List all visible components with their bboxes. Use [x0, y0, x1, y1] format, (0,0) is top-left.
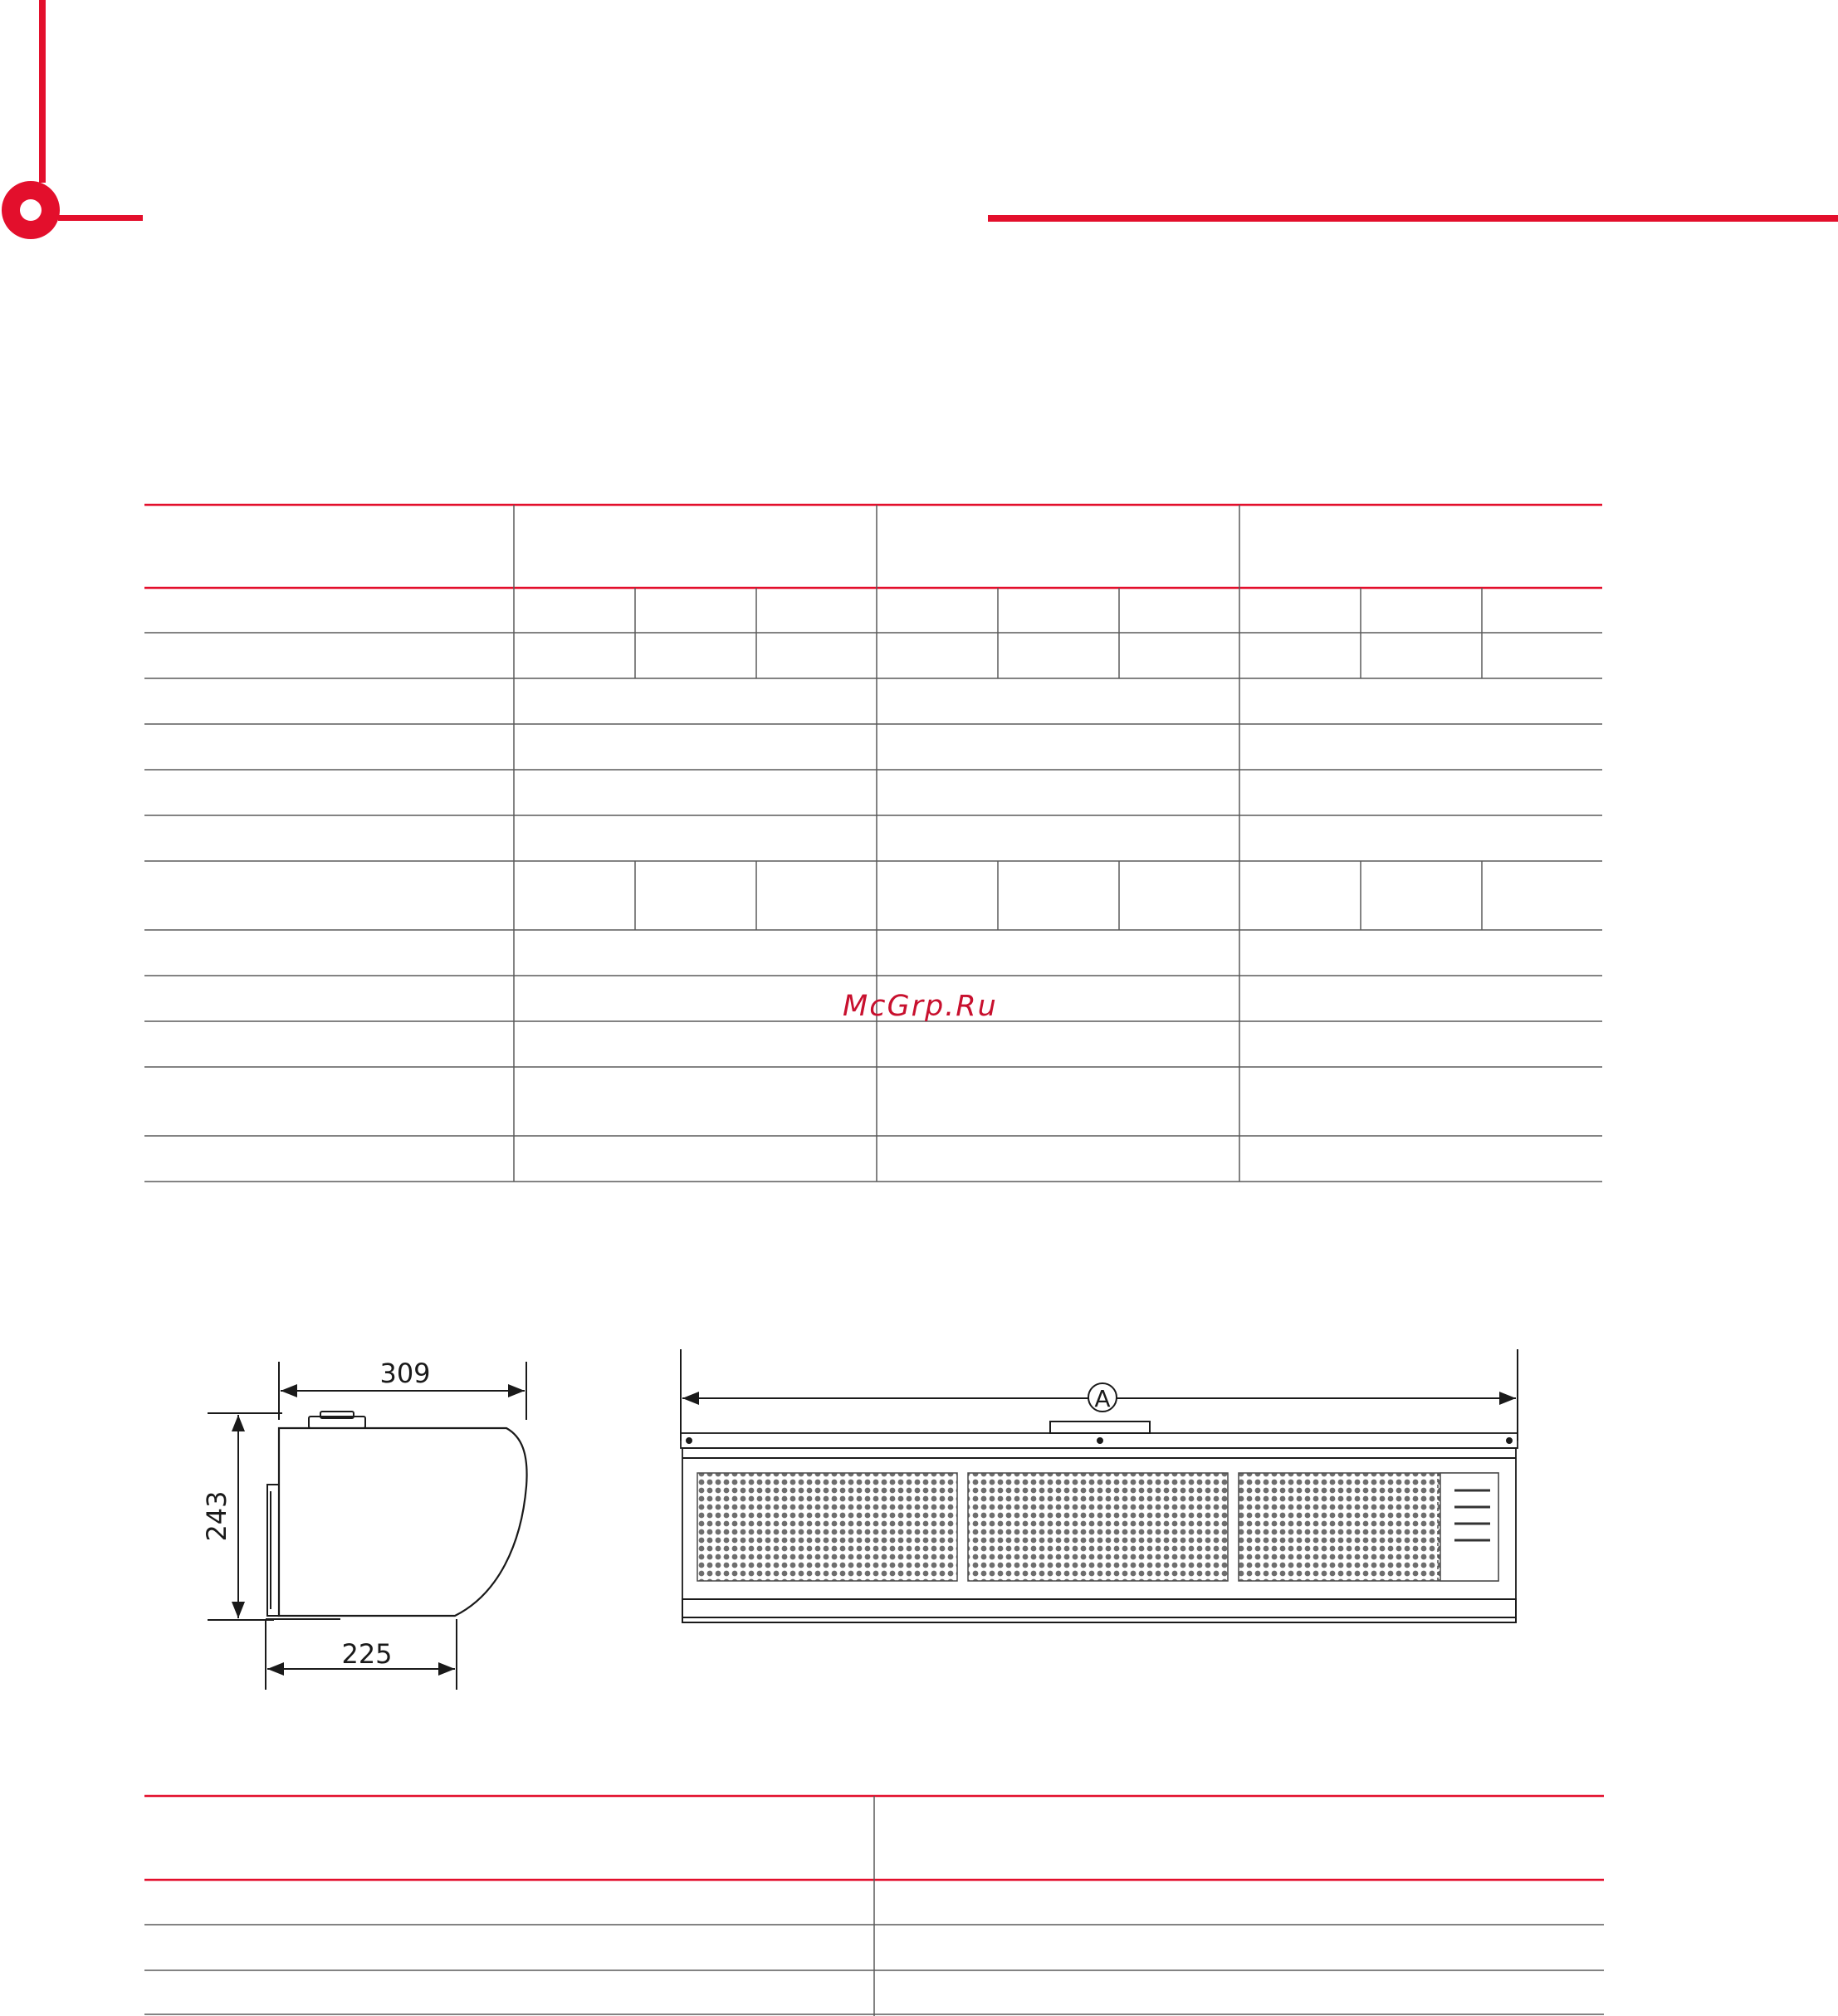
grille-panel-2: [968, 1473, 1228, 1581]
dimension-a-callout: [1088, 1383, 1117, 1412]
side-top-width-label: 309: [379, 1358, 431, 1389]
grille-panel-1: [697, 1473, 957, 1581]
front-length-label: A: [1094, 1385, 1111, 1412]
side-bottom-width-label: 225: [341, 1638, 393, 1670]
watermark-text: McGrp.Ru: [843, 990, 998, 1023]
front-grille-panels: [697, 1473, 1498, 1581]
side-height-label: 243: [201, 1490, 232, 1542]
